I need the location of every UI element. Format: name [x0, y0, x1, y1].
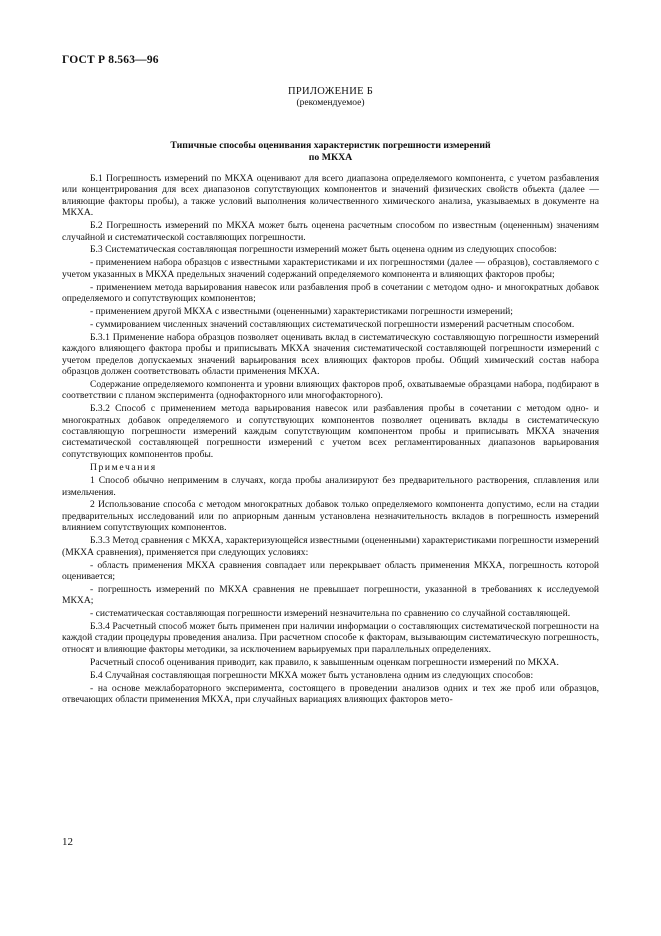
document-title-line-1: Типичные способы оценивания характеристик погрешности измерений — [170, 140, 491, 151]
paragraph-b3-3: Б.3.3 Метод сравнения с МКХА, характеризующейся известными (оцененными) характеристиками погрешности измерений (МКХА сравнения), применяется при следующих условиях: — [62, 535, 599, 558]
list-item: - применением метода варьирования навесок или разбавления проб в сочетании с методом одно- и многократных добавок определяемого и сопутствующих компонентов; — [62, 281, 599, 305]
appendix-subtitle: (рекомендуемое) — [296, 98, 365, 108]
page-number: 12 — [62, 836, 73, 848]
document-title — [0, 140, 661, 163]
paragraph-b2: Б.2 Погрешность измерений по МКХА может быть оценена расчетным способом по известным (оцененным) значениям случайной и систематической составляющих погрешности. — [62, 220, 599, 243]
paragraph-b4: Б.4 Случайная составляющая погрешности МКХА может быть установлена одним из следующих способов: — [90, 669, 534, 681]
note-item: 1 Способ обычно неприменим в случаях, когда пробы анализируют без предварительного растворения, сплавления или измельчения. — [62, 475, 599, 498]
paragraph: Содержание определяемого компонента и уровни влияющих факторов проб, охватываемые образцами набора, подбирают в соответствии с планом эксперимента (однофакторного или многофакторного). — [62, 378, 599, 402]
list-item: - применением набора образцов с известными характеристиками и их погрешностями (далее — образцов), составляемого с учетом указанных в МКХА предельных значений содержаний определяемого компонента и влияющих факторов пробы; — [62, 257, 599, 280]
list-item: - систематическая составляющая погрешности измерений незначительна по сравнению со случайной составляющей. — [90, 608, 571, 620]
paragraph-b1: Б.1 Погрешность измерений по МКХА оценивают для всего диапазона определяемого компонента, с учетом разбавления или концентрирования для всех диапазонов сопутствующих компонентов и значений физических свойств объекта (далее — влияющие факторы пробы), а также условий выполнения количественного химического анализа, указываемых в документе на МКХА. — [62, 173, 599, 219]
document-title-line-2: по МКХА — [308, 151, 353, 163]
paragraph-b3: Б.3 Систематическая составляющая погрешности измерений может быть оценена одним из следующих способов: — [90, 244, 557, 256]
list-item: - на основе межлабораторного эксперимента, состоящего в проведении анализов одних и тех же проб или образцов, отвечающих области применения МКХА, при случайных вариациях влияющих факторов мето- — [62, 682, 599, 705]
standard-header: ГОСТ Р 8.563—96 — [62, 54, 159, 66]
paragraph: Расчетный способ оценивания приводит, как правило, к завышенным оценкам погрешности измерений по МКХА. — [90, 656, 559, 668]
appendix-title: ПРИЛОЖЕНИЕ Б — [287, 86, 374, 97]
document-body — [62, 173, 599, 707]
list-item: - область применения МКХА сравнения совпадает или перекрывает область применения МКХА, погрешность которой оценивается; — [62, 559, 599, 582]
note-item: 2 Использование способа с методом многократных добавок только определяемого компонента допустимо, если на стадии предварительных исследований или по априорным данным установлена незначительность вкладов в погрешность измерений влиянием сопутствующих компонентов. — [62, 499, 599, 534]
paragraph-b3-1: Б.3.1 Применение набора образцов позволяет оценивать вклад в систематическую составляющую погрешности измерений каждого влияющего фактора пробы и приписывать МКХА значения систематической составляющей погрешности измерений с учетом пределов допускаемых значений варьирования всех влияющих факторов пробы. Общий химический состав набора образцов должен соответствовать области применения МКХА. — [62, 331, 599, 377]
list-item: - применением другой МКХА с известными (оцененными) характеристиками погрешности измерений; — [90, 305, 513, 317]
list-item: - суммированием численных значений составляющих систематической погрешности измерений расчетным способом. — [90, 318, 575, 330]
list-item: - погрешность измерений по МКХА сравнения не превышает погрешности, указанной в требованиях к исследуемой МКХА; — [62, 583, 599, 607]
paragraph-b3-4: Б.3.4 Расчетный способ может быть применен при наличии информации о составляющих систематической погрешности на каждой стадии процедуры проведения анализа. При расчетном способе к факторам, вызывающим систематическую погрешность, относят и влияющие факторы методики, за исключением варьируемых при параллельных определениях. — [62, 621, 599, 655]
notes-heading: Примечания — [90, 462, 157, 474]
paragraph-b3-2: Б.3.2 Способ с применением метода варьирования навесок или разбавления пробы в сочетании с методом одно- и многократных добавок определяемого и сопутствующих компонентов позволяет оценивать вклады в систематическую составляющую погрешности измерений каждым сопутствующим компонентом пробы и приписывать МКХА значения систематической составляющей погрешности измерений с учетом всех регламентированных диапазонов варьирования сопутствующих компонентов пробы. — [62, 403, 599, 460]
